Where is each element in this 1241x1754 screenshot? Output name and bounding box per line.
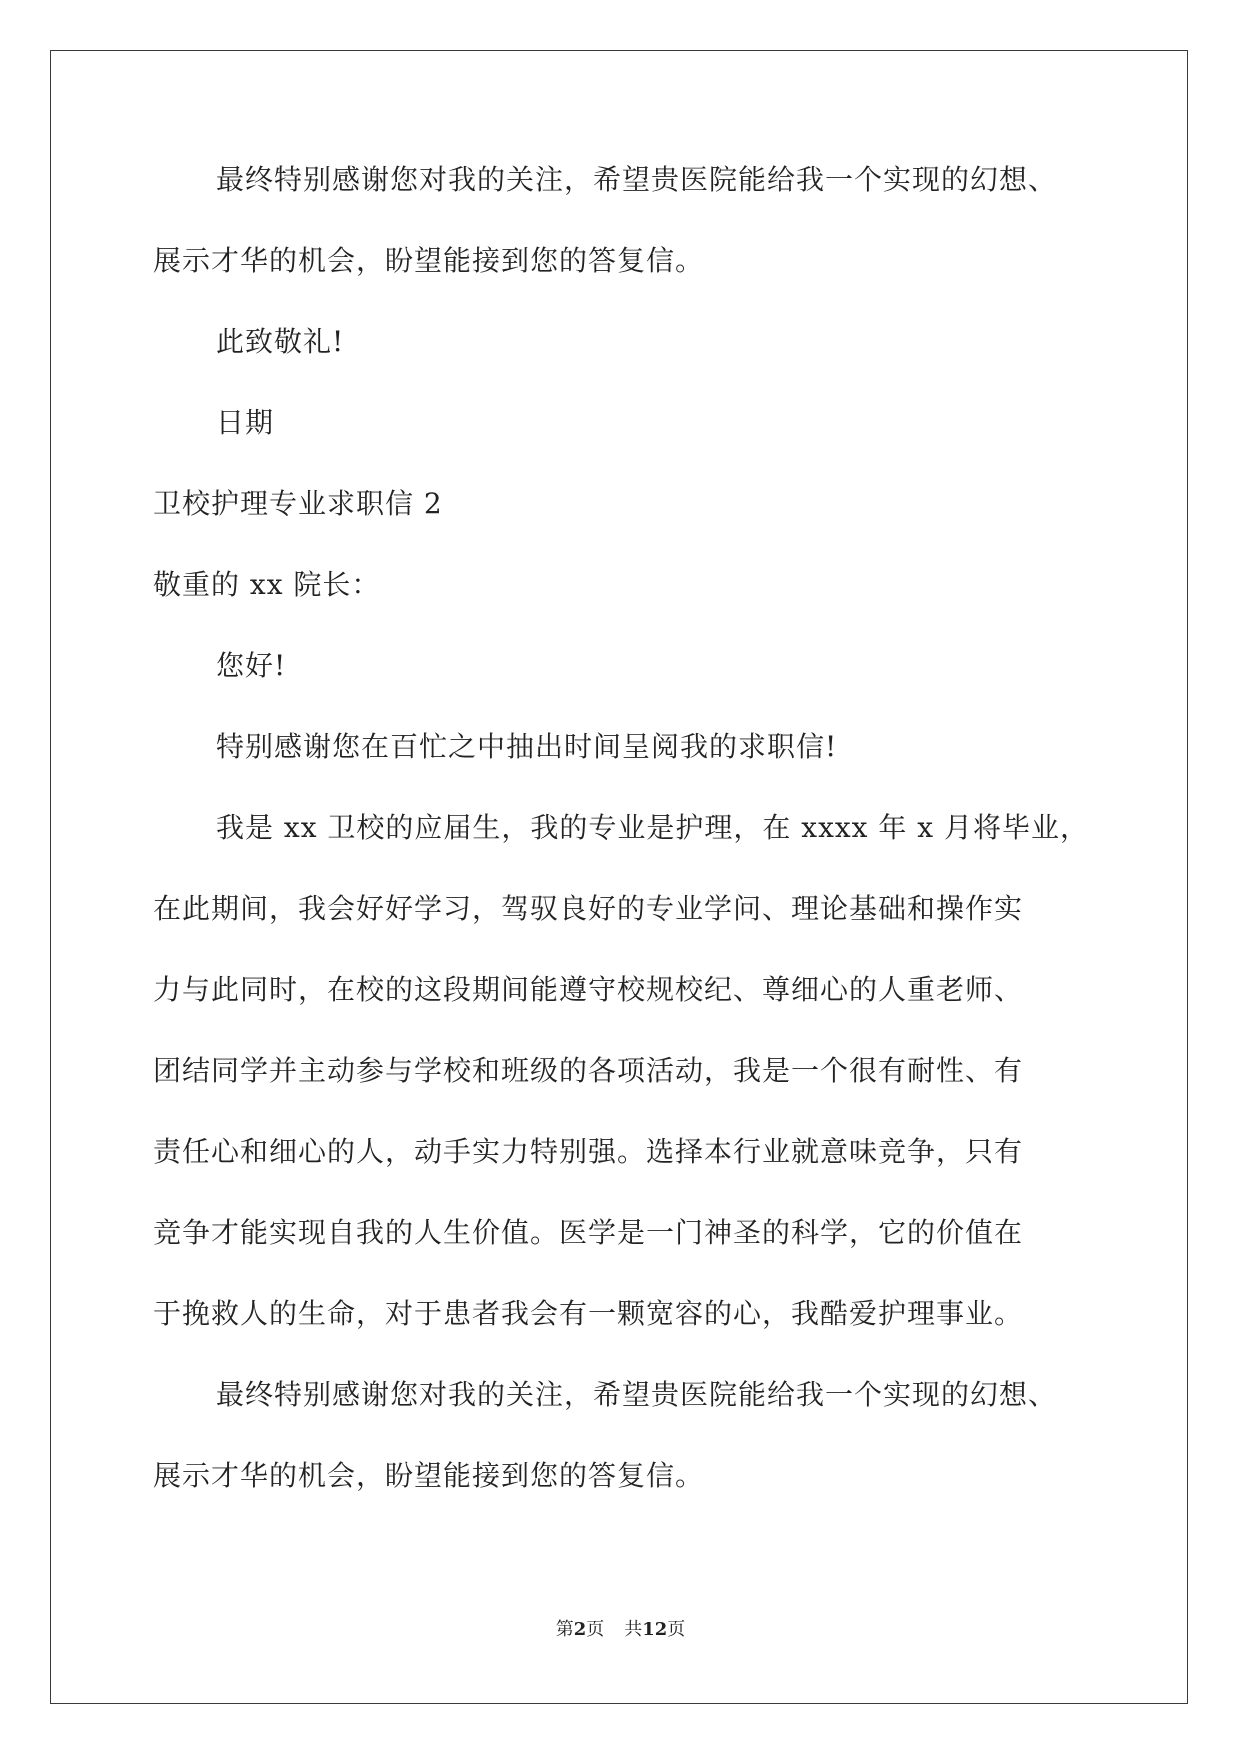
page-footer — [0, 1618, 1241, 1642]
total-suffix: 页 — [667, 1619, 686, 1640]
paragraph-line: 最终特别感谢您对我的关注，希望贵医院能给我一个实现的幻想、 — [216, 163, 1058, 196]
paragraph-line: 展示才华的机会，盼望能接到您的答复信。 — [153, 1459, 705, 1492]
page-suffix: 页 — [586, 1619, 605, 1640]
section-heading: 卫校护理专业求职信 2 — [153, 487, 443, 520]
letter-recipient: 敬重的 xx 院长： — [153, 568, 381, 601]
paragraph-line: 在此期间，我会好好学习，驾驭良好的专业学问、理论基础和操作实 — [153, 892, 1024, 925]
paragraph-line: 责任心和细心的人，动手实力特别强。选择本行业就意味竞争，只有 — [153, 1135, 1024, 1168]
total-pages: 12 — [642, 1619, 668, 1640]
paragraph-line: 展示才华的机会，盼望能接到您的答复信。 — [153, 244, 705, 277]
paragraph-line: 竞争才能实现自我的人生价值。医学是一门神圣的科学，它的价值在 — [153, 1216, 1024, 1249]
page-prefix: 第 — [555, 1619, 574, 1640]
greeting: 您好! — [216, 649, 287, 682]
paragraph-line: 团结同学并主动参与学校和班级的各项活动，我是一个很有耐性、有 — [153, 1054, 1024, 1087]
paragraph-line: 特别感谢您在百忙之中抽出时间呈阅我的求职信! — [216, 730, 838, 763]
page-number: 2 — [573, 1619, 587, 1640]
date-label: 日期 — [216, 406, 275, 439]
paragraph-line: 我是 xx 卫校的应届生，我的专业是护理，在 xxxx 年 x 月将毕业， — [216, 811, 1089, 844]
paragraph-line: 最终特别感谢您对我的关注，希望贵医院能给我一个实现的幻想、 — [216, 1378, 1058, 1411]
paragraph-line: 于挽救人的生命，对于患者我会有一颗宽容的心，我酷爱护理事业。 — [153, 1297, 1024, 1330]
closing-salutation: 此致敬礼! — [216, 325, 345, 358]
total-prefix: 共 — [624, 1619, 643, 1640]
paragraph-line: 力与此同时，在校的这段期间能遵守校规校纪、尊细心的人重老师、 — [153, 973, 1024, 1006]
